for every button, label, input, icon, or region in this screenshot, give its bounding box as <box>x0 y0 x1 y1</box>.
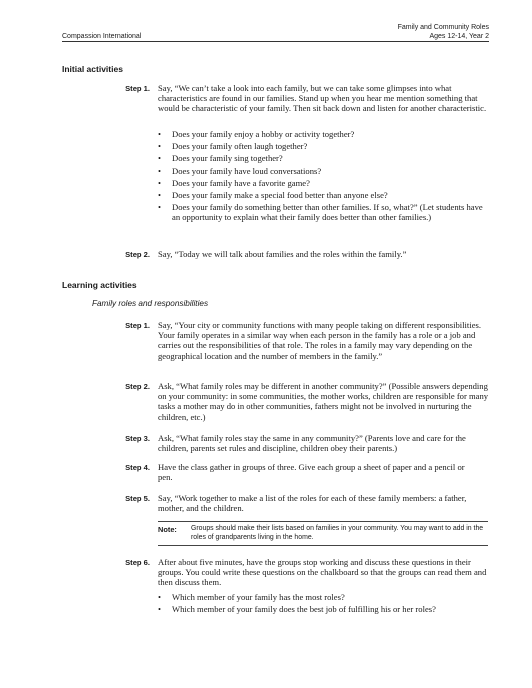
list-item: • Does your family have a favorite game? <box>158 178 492 188</box>
note-text: Groups should make their lists based on families in your community. You may want to add in the roles of grandparents living in the home. <box>191 525 484 541</box>
list-item: • Does your family have loud conversations? <box>158 166 492 176</box>
step-text: Say, “Your city or community functions with many people taking on different responsibilities. Your family operates in a similar way when each person in the family has a role or a job and carries out the responsibilities of that role. The roles in a family may vary depending on the geographical location and the number of members in the family.” <box>158 320 482 361</box>
step-text: After about five minutes, have the groups stop working and discuss these questions in their groups. You could write these questions on the chalkboard so that the groups can read them and then discuss them. <box>158 557 487 588</box>
step-label: Step 5. <box>125 494 150 503</box>
section-heading-learning: Learning activities <box>62 280 137 290</box>
step-label: Step 2. <box>125 250 150 259</box>
list-item: • Does your family do something better than other families. If so, what?” (Let students have an opportunity to explain what their family does better than other families.) <box>158 202 492 222</box>
note-divider-top <box>158 521 488 522</box>
list-item: • Which member of your family has the most roles? <box>158 592 492 602</box>
list-item: • Does your family make a special food better than anyone else? <box>158 190 492 200</box>
step-label: Step 1. <box>125 321 150 330</box>
characteristics-list <box>158 129 492 225</box>
note-divider-bottom <box>158 545 488 546</box>
step-label: Step 1. <box>125 84 150 93</box>
header-divider <box>62 41 489 42</box>
header-organization: Compassion International <box>62 33 142 40</box>
list-item: • Does your family sing together? <box>158 153 492 163</box>
section-heading-initial: Initial activities <box>62 64 123 74</box>
list-item: • Does your family often laugh together? <box>158 141 492 151</box>
step-text: Say, “We can’t take a look into each family, but we can take some glimpses into what characteristics are found in our families. Stand up when you hear me mention something that would be characteristic of your family. Then sit back down and listen for another characteristic. <box>158 83 487 114</box>
header-title: Family and Community Roles <box>397 24 489 31</box>
list-item: • Which member of your family does the best job of fulfilling his or her roles? <box>158 604 492 614</box>
step-label: Step 2. <box>125 382 150 391</box>
header-level: Ages 12-14, Year 2 <box>429 32 489 40</box>
step-label: Step 6. <box>125 558 150 567</box>
step-text: Ask, “What family roles stay the same in any community?” (Parents love and care for the children, parents set rules and discipline, children obey their parents.) <box>158 433 466 454</box>
header-course-info <box>398 24 489 41</box>
note-label: Note: <box>158 525 177 534</box>
step-label: Step 4. <box>125 463 150 472</box>
step-text: Say, “Work together to make a list of the roles for each of these family members: a father, mother, and the children. <box>158 493 467 514</box>
list-item: • Does your family enjoy a hobby or activity together? <box>158 129 492 139</box>
step-text: Ask, “What family roles may be different in another community?” (Possible answers depending on your community: in some communities, the mother works, children are responsible for many tasks a mother may do in other communities, fathers might not be involved in nurturing the children, etc.) <box>158 381 489 422</box>
step-label: Step 3. <box>125 434 150 443</box>
discussion-questions-list <box>158 592 492 616</box>
subsection-heading: Family roles and responsibilities <box>92 299 209 308</box>
step-text: Say, “Today we will talk about families and the roles within the family.” <box>158 249 407 259</box>
step-text: Have the class gather in groups of three. Give each group a sheet of paper and a pencil or pen. <box>158 462 465 483</box>
